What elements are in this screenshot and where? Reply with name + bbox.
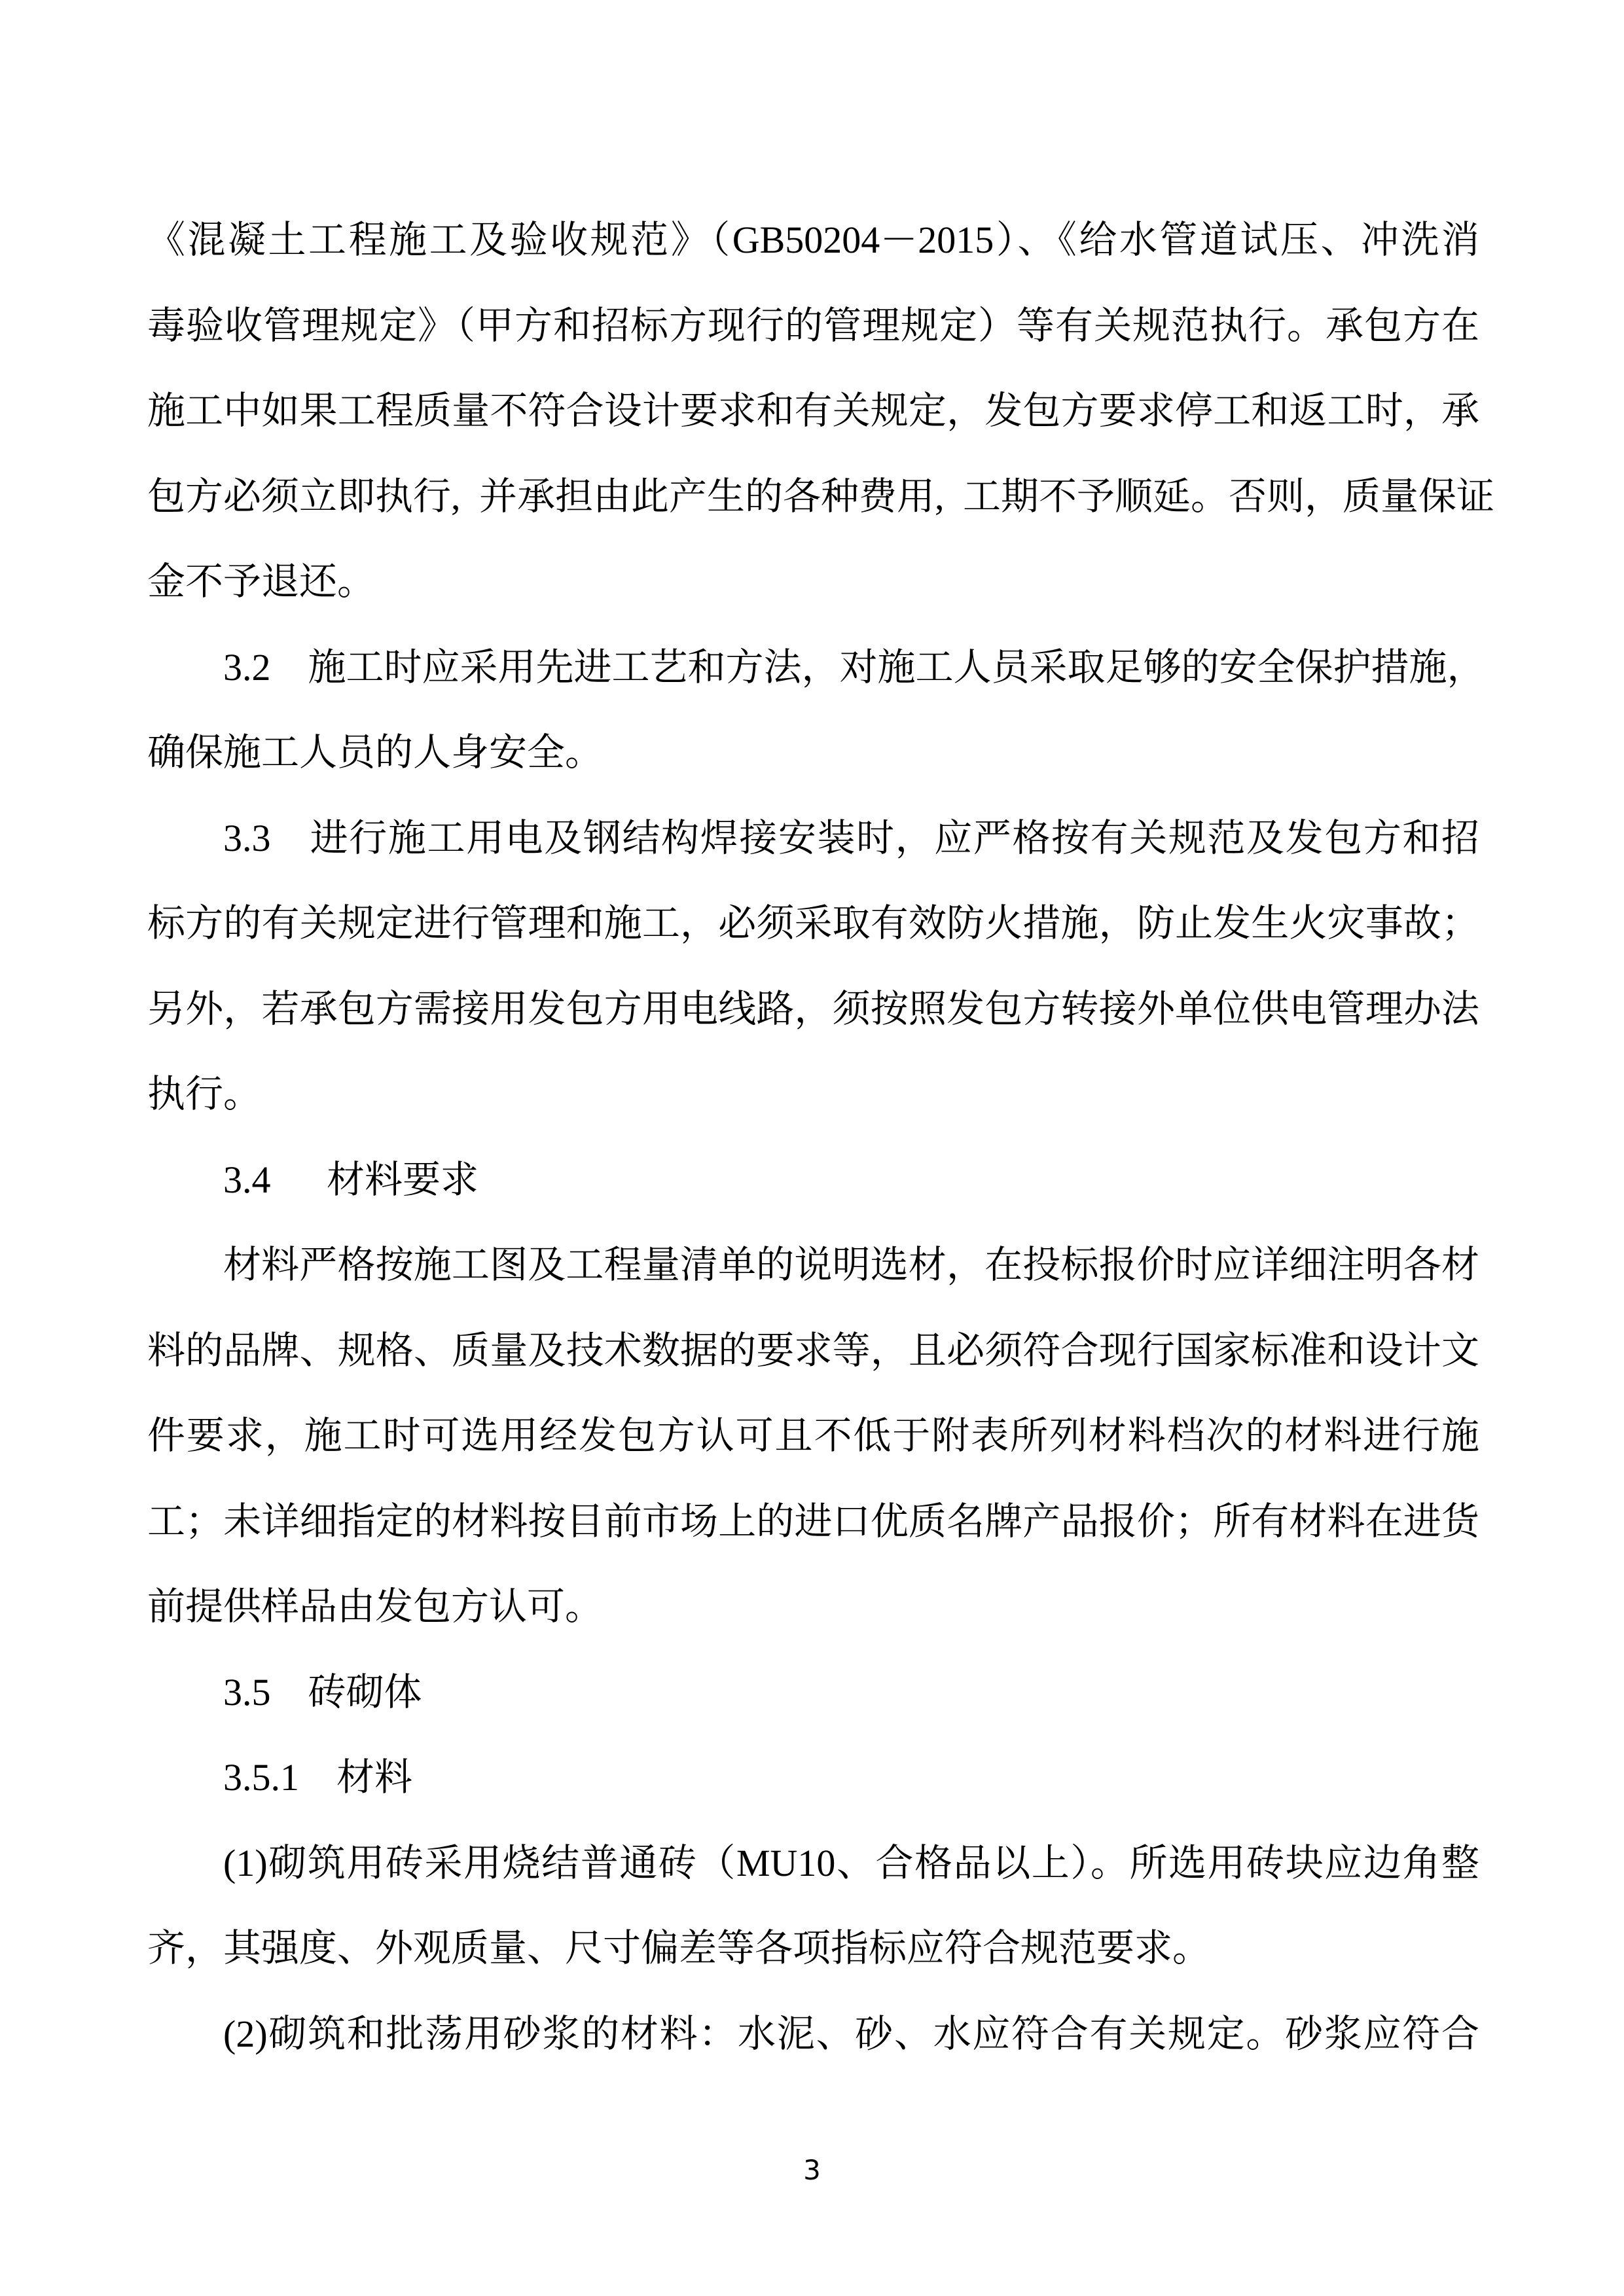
text-line: 确保施工人员的人身安全。 bbox=[147, 731, 604, 774]
page-number: 3 bbox=[803, 2154, 821, 2186]
text-line: 另外，若承包方需接用发包方用电线路，须按照发包方转接外单位供电管理办法 bbox=[147, 987, 1479, 1030]
text-line: 前提供样品由发包方认可。 bbox=[147, 1585, 604, 1628]
text-line: 施工中如果工程质量不符合设计要求和有关规定，发包方要求停工和返工时，承 bbox=[147, 389, 1479, 432]
heading-3-4: 3.4 材料要求 bbox=[223, 1158, 479, 1201]
text-line: 标方的有关规定进行管理和施工，必须采取有效防火措施，防止发生火灾事故； bbox=[147, 902, 1479, 944]
heading-3-3: 3.3 进行施工用电及钢结构焊接安装时，应严格按有关规范及发包方和招 bbox=[223, 816, 1479, 859]
text-line: 齐，其强度、外观质量、尺寸偏差等各项指标应符合规范要求。 bbox=[147, 1927, 1211, 1969]
heading-3-5: 3.5 砖砌体 bbox=[223, 1670, 422, 1713]
text-line: 《混凝土工程施工及验收规范》（GB50204－2015）、《给水管道试压、冲洗消 bbox=[147, 219, 1479, 261]
text-block bbox=[147, 198, 1495, 2077]
text-line: 毒验收管理规定》（甲方和招标方现行的管理规定）等有关规范执行。承包方在 bbox=[147, 304, 1479, 347]
text-line: 材料严格按施工图及工程量清单的说明选材，在投标报价时应详细注明各材 bbox=[223, 1244, 1479, 1286]
heading-3-2: 3.2 施工时应采用先进工艺和方法，对施工人员采取足够的安全保护措施， bbox=[223, 645, 1485, 689]
text-line: 工；未详细指定的材料按目前市场上的进口优质名牌产品报价；所有材料在进货 bbox=[147, 1499, 1479, 1543]
text-line: 件要求，施工时可选用经发包方认可且不低于附表所列材料档次的材料进行施 bbox=[147, 1414, 1479, 1457]
text-line: 料的品牌、规格、质量及技术数据的要求等，且必须符合现行国家标准和设计文 bbox=[147, 1329, 1479, 1372]
text-line: 执行。 bbox=[147, 1073, 262, 1115]
text-line: 金不予退还。 bbox=[147, 560, 376, 603]
text-line: (1)砌筑用砖采用烧结普通砖（MU10、合格品以上）。所选用砖块应边角整 bbox=[223, 1841, 1479, 1884]
text-line: (2)砌筑和批荡用砂浆的材料：水泥、砂、水应符合有关规定。砂浆应符合 bbox=[223, 2012, 1479, 2055]
text-line: 包方必须立即执行, 并承担由此产生的各种费用, 工期不予顺延。否则，质量保证 bbox=[147, 475, 1495, 518]
heading-3-5-1: 3.5.1 材料 bbox=[223, 1756, 413, 1799]
